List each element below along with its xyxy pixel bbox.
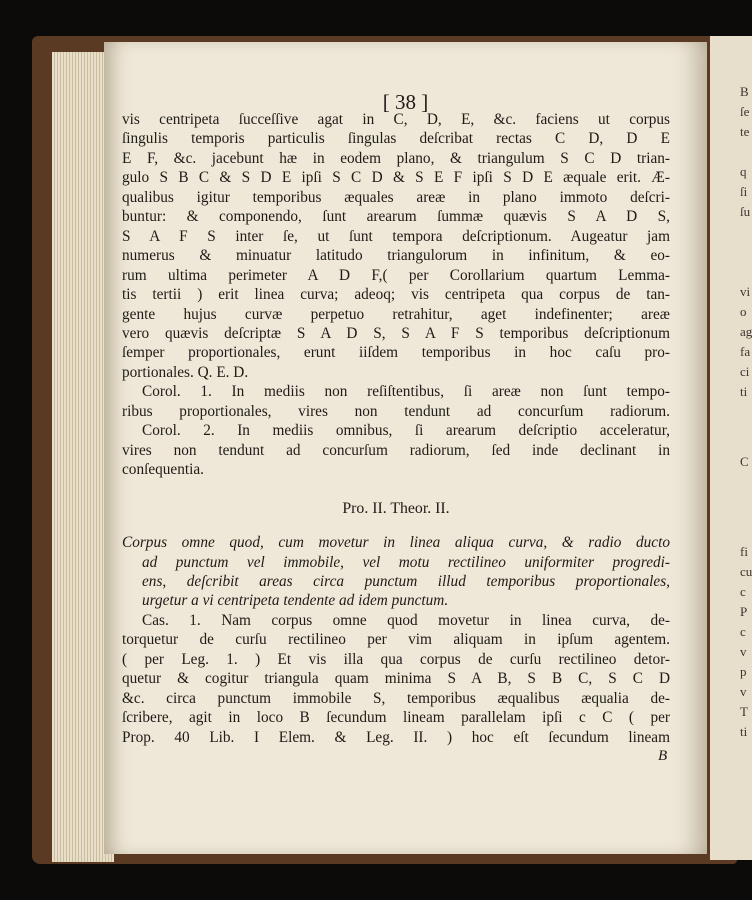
case-line: ( per Leg. 1. ) Et vis illa qua corpus de curſu rectilineo detor-: [122, 650, 670, 668]
page-text: [122, 110, 670, 747]
page-number: [ 38 ]: [382, 90, 429, 114]
facing-page-fragment: ag: [740, 324, 752, 339]
text-line: rum ultima perimeter A D F,( per Corollarium quartum Lemma-: [122, 266, 670, 284]
text-line: buntur: & componendo, ſunt arearum ſummæ quævis S A D S,: [122, 208, 670, 226]
text-line: ſemper proportionales, erunt iiſdem temporibus in hoc caſu pro-: [122, 344, 670, 362]
facing-page-fragment: fa: [740, 344, 751, 359]
proposition-line: Corpus omne quod, cum movetur in linea aliqua curva, & radio ducto: [122, 534, 670, 552]
facing-page-fragment: B: [740, 84, 749, 99]
corollary-line: Corol. 2. In mediis omnibus, ſi arearum deſcriptio acceleratur,: [142, 422, 670, 440]
facing-page-fragment: fi: [740, 544, 748, 559]
facing-page-fragment: T: [740, 704, 748, 719]
facing-page-fragment: v: [740, 644, 747, 659]
facing-page: [710, 36, 752, 860]
case-line: Prop. 40 Lib. I Elem. & Leg. II. ) hoc eſt ſecundum lineam: [122, 728, 670, 746]
text-line: portionales. Q. E. D.: [122, 363, 249, 381]
facing-page-fragment: c: [740, 584, 746, 599]
case-line: ſcribere, agit in loco B ſecundum lineam parallelam ipſi c C ( per: [122, 709, 670, 727]
facing-page-fragment: ti: [740, 724, 748, 739]
case-line: torquetur de curſu rectilineo per vim aliquam in ipſum agentem.: [122, 631, 670, 649]
facing-page-fragment: ſi: [740, 184, 748, 199]
text-line: vero quævis deſcriptæ S A D S, S A F S temporibus deſcriptionum: [122, 324, 670, 342]
facing-page-fragment: ci: [740, 364, 750, 379]
text-line: E F, &c. jacebunt hæ in eodem plano, & triangulum S C D trian-: [122, 149, 670, 167]
facing-page-fragment: cu: [740, 564, 752, 579]
text-line: tis tertii ) erit linea curva; adeoq; vis centripeta qua corpus de tan-: [122, 286, 670, 304]
text-line: ſingulis temporis particulis ſingulas deſcribat rectas C D, D E: [122, 130, 670, 148]
facing-page-fragment: q: [740, 164, 747, 179]
facing-page-fragment: ti: [740, 384, 748, 399]
text-line: qualibus igitur temporibus æquales areæ in plano immoto deſcri-: [122, 188, 670, 206]
text-line: gente hujus curvæ perpetuo retrahitur, aget indefinenter; areæ: [122, 305, 670, 323]
case-line: quetur & cogitur triangula quam minima S A B, S B C, S C D: [122, 670, 670, 688]
corollary-line: conſequentia.: [122, 461, 204, 479]
facing-page-fragment: vi: [740, 284, 751, 299]
facing-page-fragment: v: [740, 684, 747, 699]
corollary-line: vires non tendunt ad concurſum radiorum, ſed inde declinant in: [122, 441, 670, 459]
text-line: numerus & minuatur latitudo triangulorum in infinitum, & eo-: [122, 247, 670, 265]
proposition-line: urgetur a vi centripeta tendente ad idem punctum.: [142, 592, 449, 610]
facing-page-fragment: ſe: [740, 104, 750, 119]
facing-page-fragment: ſu: [740, 204, 751, 219]
proposition-line: ens, deſcribit areas circa punctum illud temporibus proportionales,: [142, 572, 670, 590]
text-line: S A F S inter ſe, ut ſunt tempora deſcriptionum. Augeatur jam: [122, 227, 670, 245]
proposition-line: ad punctum vel immobile, vel motu rectilineo uniformiter progredi-: [142, 553, 670, 571]
facing-page-fragment: p: [740, 664, 747, 679]
catchword: B: [658, 748, 668, 764]
proposition-heading: Pro. II. Theor. II.: [342, 499, 450, 517]
facing-page-fragment: o: [740, 304, 747, 319]
facing-page-fragment: C: [740, 454, 749, 469]
facing-page-fragment: P: [740, 604, 748, 619]
corollary-line: ribus proportionales, vires non tendunt ad concurſum radiorum.: [122, 402, 670, 420]
text-line: gulo S B C & S D E ipſi S C D & S E F ipſi S D E æquale erit. Æ-: [122, 169, 670, 187]
case-line: Cas. 1. Nam corpus omne quod movetur in linea curva, de-: [142, 611, 670, 629]
case-line: &c. circa punctum immobile S, temporibus æqualibus æqualia de-: [122, 689, 670, 707]
facing-page-fragment: te: [740, 124, 750, 139]
facing-page-fragment: c: [740, 624, 746, 639]
corollary-line: Corol. 1. In mediis non reſiſtentibus, ſi areæ non ſunt tempo-: [142, 383, 670, 401]
text-line: vis centripeta ſucceſſive agat in C, D, E, &c. faciens ut corpus: [122, 111, 670, 128]
